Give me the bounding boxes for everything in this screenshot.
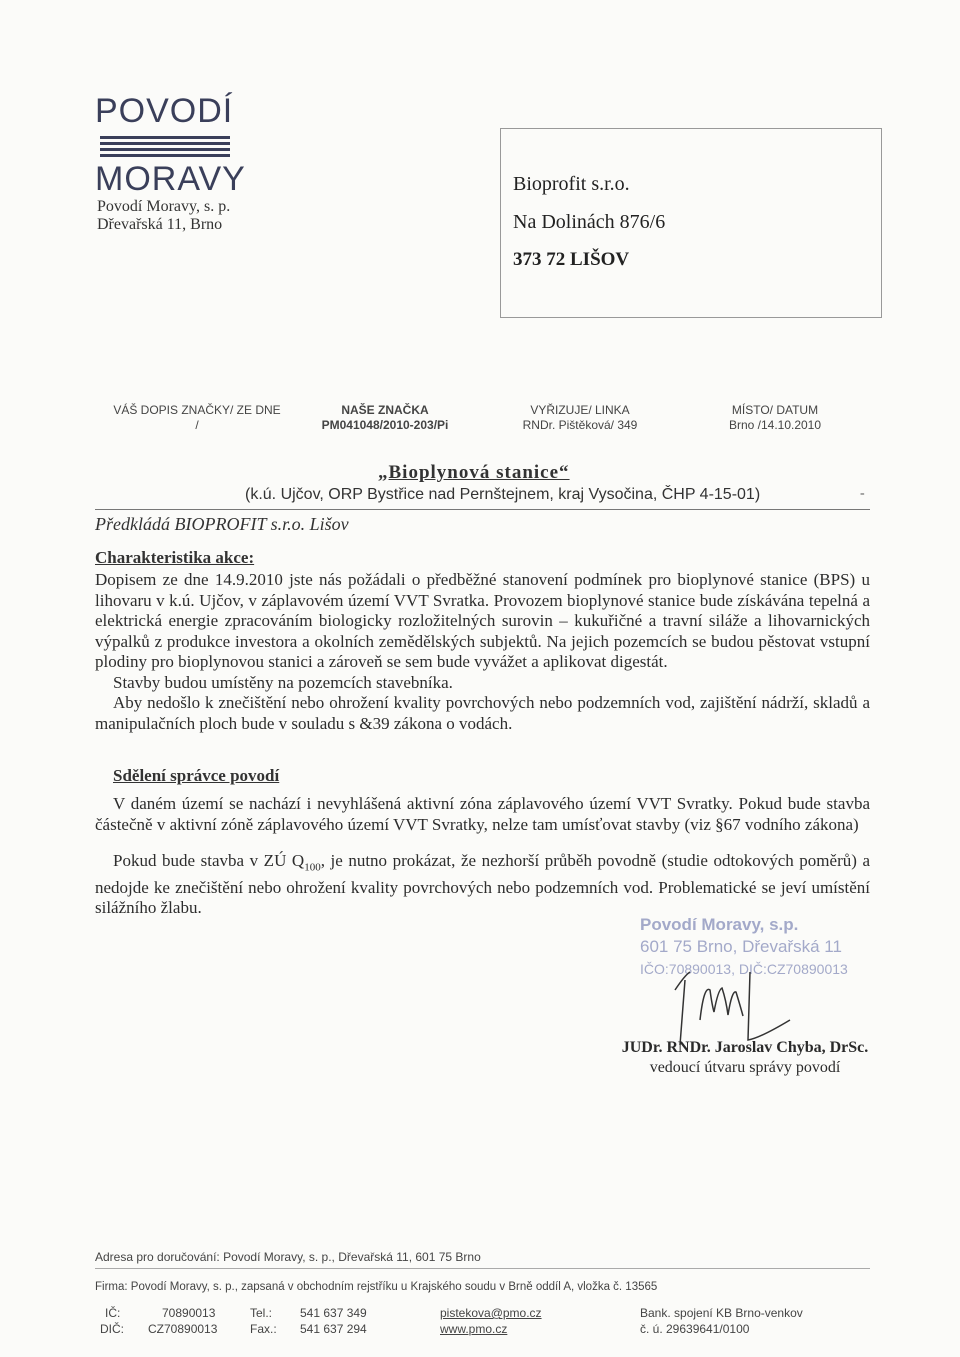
ref-place-date (700, 403, 850, 433)
logo-waves-icon (100, 134, 230, 162)
signature-icon (640, 950, 820, 1050)
recipient-street: Na Dolinách 876/6 (513, 211, 666, 233)
company-registration: Firma: Povodí Moravy, s. p., zapsaná v obchodním rejstříku u Krajského soudu v Brně oddíl A, vložka č. 13565 (95, 1281, 658, 1293)
dic-label: DIČ: (100, 1322, 124, 1336)
divider (95, 509, 870, 510)
section-characteristics-body (95, 570, 870, 734)
ref-value: RNDr. Pištěková/ 349 (522, 418, 638, 432)
paragraph (95, 851, 870, 919)
ref-label: NAŠE ZNAČKA (341, 403, 429, 417)
bank-connection: Bank. spojení KB Brno-venkov (640, 1306, 803, 1320)
tel-label: Tel.: (250, 1306, 273, 1320)
section-heading-notice: Sdělení správce povodí (113, 766, 280, 785)
ref-value: / (195, 418, 199, 432)
signer-name: JUDr. RNDr. Jaroslav Chyba, DrSc. (621, 1039, 869, 1056)
stamp-line: IČO:70890013, DIČ:CZ70890013 (640, 961, 848, 977)
logo-povodi: POVODÍ (95, 92, 234, 130)
org-name: Povodí Moravy, s. p. (97, 198, 231, 215)
bank-account: č. ú. 29639641/0100 (640, 1322, 750, 1336)
ref-handled-by (490, 403, 670, 433)
ref-value: PM041048/2010-203/Pi (321, 418, 449, 432)
signer-role: vedoucí útvaru správy povodí (649, 1059, 841, 1076)
recipient-address (513, 170, 665, 274)
ref-your-letter (97, 403, 297, 433)
stamp-line: Povodí Moravy, s.p. (640, 915, 799, 934)
paragraph: V daném území se nachází i nevyhlášená aktivní zóna záplavového území VVT Svratky. Pokud bude stavba částečně v aktivní zóně záplavového území VVT Svratky, nelze tam umísťovat stavby (viz §67 vodního zákona) (95, 794, 870, 834)
stamp-line: 601 75 Brno, Dřevařská 11 (640, 937, 842, 956)
delivery-address: Adresa pro doručování: Povodí Moravy, s. p., Dřevařská 11, 601 75 Brno (95, 1250, 481, 1264)
ref-label: VYŘIZUJE/ LINKA (530, 403, 630, 417)
fax-label: Fax.: (250, 1322, 277, 1336)
ref-value: Brno /14.10.2010 (728, 418, 822, 432)
section-heading-characteristics: Charakteristika akce: (95, 548, 255, 567)
subject-dash: - (860, 486, 865, 501)
tel-value: 541 637 349 (300, 1306, 367, 1320)
logo-moravy: MORAVY (95, 160, 246, 198)
ref-label: VÁŠ DOPIS ZNAČKY/ ZE DNE (113, 403, 281, 417)
subject-subtitle: (k.ú. Ujčov, ORP Bystřice nad Pernštejnem, kraj Vysočina, ČHP 4-15-01) (245, 486, 761, 503)
submitted-by: Předkládá BIOPROFIT s.r.o. Lišov (95, 514, 349, 534)
ic-value: 70890013 (162, 1306, 216, 1320)
ref-our-mark (300, 403, 470, 433)
recipient-company: Bioprofit s.r.o. (513, 173, 630, 195)
web-link[interactable]: www.pmo.cz (440, 1322, 508, 1336)
signer-block (605, 1038, 885, 1078)
ic-label: IČ: (105, 1306, 121, 1320)
paragraph: Stavby budou umístěny na pozemcích stavebníka. (113, 672, 453, 692)
ref-label: MÍSTO/ DATUM (731, 403, 819, 417)
org-street: Dřevařská 11, Brno (97, 216, 223, 233)
text: , je nutno prokázat, že nezhorší průběh povodně (studie odtokových poměrů) a nedojde ke znečištění nebo ohrožení kvality povrchových nebo podzemních vod. Problematické se jeví umístění silážního žlabu. (95, 851, 870, 918)
recipient-city: 373 72 LIŠOV (513, 249, 630, 270)
text: Pokud bude stavba v ZÚ Q (113, 851, 305, 870)
dic-value: CZ70890013 (148, 1322, 218, 1336)
footer-divider (95, 1268, 870, 1269)
section-notice-body (95, 794, 870, 919)
subject-title: „Bioplynová stanice“ (378, 462, 570, 483)
subscript: 100 (304, 861, 321, 874)
email-link[interactable]: pistekova@pmo.cz (440, 1306, 542, 1320)
org-address (97, 198, 230, 234)
paragraph: Aby nedošlo k znečištění nebo ohrožení kvality povrchových nebo podzemních vod, zajištění nádrží, skladů a manipulačních ploch bude v souladu s &39 zákona o vodách. (95, 693, 870, 733)
fax-value: 541 637 294 (300, 1322, 367, 1336)
paragraph: Dopisem ze dne 14.9.2010 jste nás požádali o předběžné stanovení podmínek pro bioplynové stanice (BPS) u lihovaru v k.ú. Ujčov, v záplavovém území VVT Svratka. Provozem bioplynové stanice bude získávána tepelná a elektrická energie zpracováním biologicky rozložitelných surovin – kukuřičné a travní siláže a lihovarnických výpalků z produkce investora a okolních zemědělských subjektů. Na jejich pozemcích se budou pěstovat vstupní plodiny pro bioplynovou stanici a zároveň se sem bude vyvážet a aplikovat digestát. (95, 570, 870, 671)
